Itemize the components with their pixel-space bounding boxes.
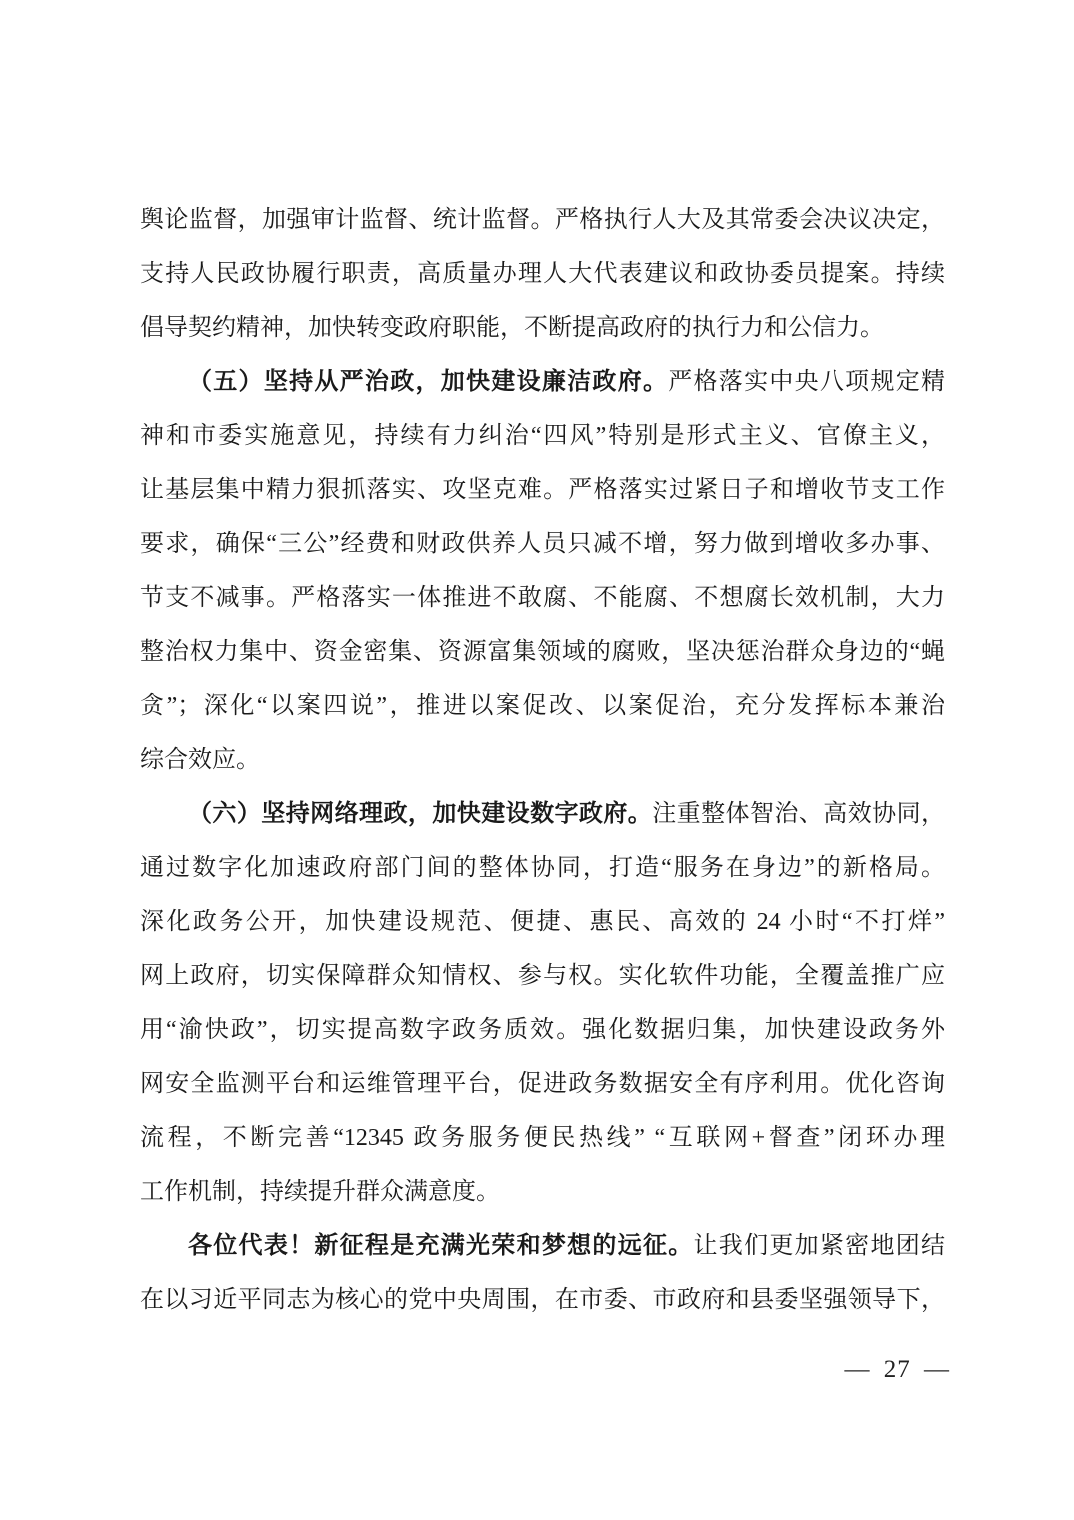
line-text: 网上政府，切实保障群众知情权、参与权。实化软件功能，全覆盖推广应 — [140, 963, 945, 989]
line-text: 舆论监督，加强审计监督、统计监督。严格执行人大及其常委会决议决定， — [140, 207, 945, 233]
line-text: 倡导契约精神，加快转变政府职能，不断提高政府的执行力和公信力。 — [140, 315, 884, 341]
text-line — [140, 463, 945, 517]
text-line — [140, 193, 945, 247]
text-line — [140, 301, 945, 355]
page-number: — 27 — — [844, 1356, 950, 1383]
text-line — [140, 949, 945, 1003]
line-text: 综合效应。 — [140, 747, 260, 773]
text-line — [140, 1273, 945, 1327]
section-heading-5: （五）坚持从严治政，加快建设廉洁政府。 — [188, 369, 669, 395]
line-text: 网安全监测平台和运维管理平台，促进政务数据安全有序利用。优化咨询 — [140, 1071, 945, 1097]
line-text: 流程，不断完善“12345 政务服务便民热线” “互联网+督查”闭环办理 — [140, 1125, 945, 1151]
line-text: 严格落实中央八项规定精 — [668, 369, 945, 395]
text-line — [140, 247, 945, 301]
text-line — [140, 679, 945, 733]
text-line — [140, 787, 945, 841]
line-text: 贪”；深化“以案四说”，推进以案促改、以案促治，充分发挥标本兼治 — [140, 693, 945, 719]
text-line — [140, 841, 945, 895]
text-line — [140, 409, 945, 463]
line-text: 让基层集中精力狠抓落实、攻坚克难。严格落实过紧日子和增收节支工作 — [140, 477, 945, 503]
line-text: 深化政务公开，加快建设规范、便捷、惠民、高效的 24 小时“不打烊” — [140, 909, 945, 935]
text-line — [140, 517, 945, 571]
line-text: 神和市委实施意见，持续有力纠治“四风”特别是形式主义、官僚主义， — [140, 423, 945, 449]
text-line — [140, 1003, 945, 1057]
text-line — [140, 571, 945, 625]
line-text: 工作机制，持续提升群众满意度。 — [140, 1179, 500, 1205]
line-text: 在以习近平同志为核心的党中央周围，在市委、市政府和县委坚强领导下， — [140, 1287, 945, 1313]
section-heading-6: （六）坚持网络理政，加快建设数字政府。 — [188, 801, 653, 827]
text-line — [140, 1111, 945, 1165]
text-line — [140, 733, 945, 787]
text-line — [140, 895, 945, 949]
text-block — [140, 193, 945, 1327]
text-line — [140, 625, 945, 679]
line-text: 节支不减事。严格落实一体推进不敢腐、不能腐、不想腐长效机制，大力 — [140, 585, 945, 611]
closing-address-heading: 各位代表！新征程是充满光荣和梦想的远征。 — [188, 1232, 694, 1259]
line-text: 支持人民政协履行职责，高质量办理人大代表建议和政协委员提案。持续 — [140, 261, 945, 287]
line-text: 要求，确保“三公”经费和财政供养人员只减不增，努力做到增收多办事、 — [140, 531, 945, 557]
text-line — [140, 1057, 945, 1111]
text-line — [140, 355, 945, 409]
line-text: 让我们更加紧密地团结 — [693, 1233, 945, 1259]
text-line — [140, 1165, 945, 1219]
line-text: 整治权力集中、资金密集、资源富集领域的腐败，坚决惩治群众身边的“蝇 — [140, 639, 945, 665]
text-line — [140, 1219, 945, 1273]
line-text: 注重整体智治、高效协同， — [652, 801, 945, 827]
line-text: 通过数字化加速政府部门间的整体协同，打造“服务在身边”的新格局。 — [140, 855, 945, 881]
line-text: 用“渝快政”，切实提高数字政务质效。强化数据归集，加快建设政务外 — [140, 1017, 945, 1043]
